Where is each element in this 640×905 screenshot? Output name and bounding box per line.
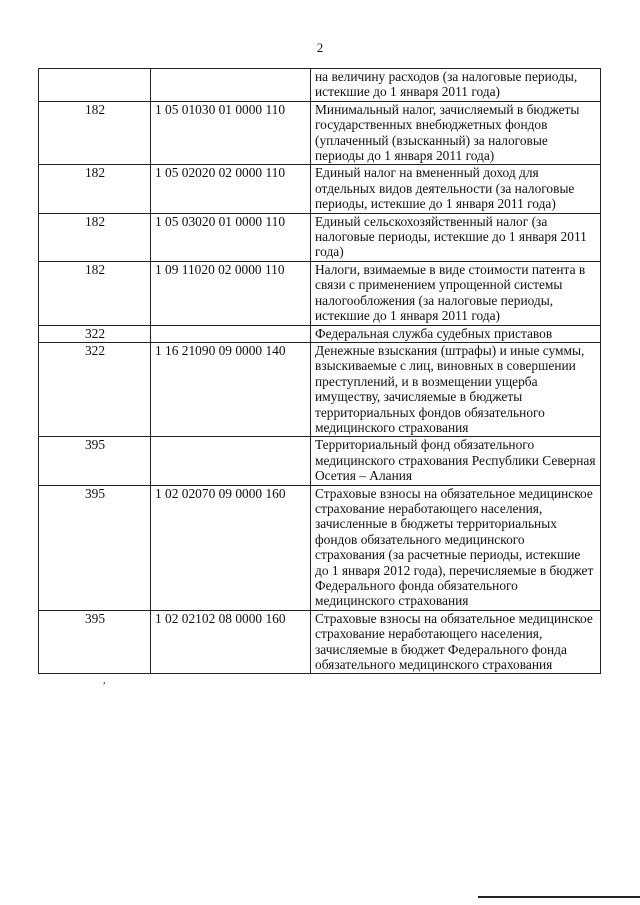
- admin-code-cell: 395: [39, 485, 151, 610]
- description-cell: Страховые взносы на обязательное медицинское страхование неработающего населения, зачисленные в бюджеты территориальных фондов обязательного медицинского страхования (за расчетные периоды, истекшие до 1 января 2012 года), перечисляемые в бюджет Федерального фонда обязательного медицинского страхования: [311, 485, 601, 610]
- table-row: [39, 325, 601, 342]
- description-cell: Единый сельскохозяйственный налог (за налоговые периоды, истекшие до 1 января 2011 года): [311, 213, 601, 261]
- admin-code-cell: 182: [39, 165, 151, 213]
- budget-code-cell: 1 09 11020 02 0000 110: [151, 261, 311, 325]
- table-row: [39, 610, 601, 674]
- page-number: 2: [316, 40, 324, 55]
- budget-code-cell: 1 05 02020 02 0000 110: [151, 165, 311, 213]
- description-cell: Федеральная служба судебных приставов: [311, 325, 601, 342]
- footer-rule: [478, 896, 640, 898]
- table-row: [39, 69, 601, 102]
- admin-code-cell: 395: [39, 610, 151, 674]
- budget-code-cell: 1 16 21090 09 0000 140: [151, 342, 311, 436]
- admin-code-cell: 322: [39, 325, 151, 342]
- budget-code-cell: 1 05 01030 01 0000 110: [151, 101, 311, 165]
- admin-code-cell: 395: [39, 437, 151, 485]
- description-cell: Денежные взыскания (штрафы) и иные суммы, взыскиваемые с лиц, виновных в совершении преступлений, и в возмещении ущерба имуществу, зачисляемые в бюджеты территориальных фондов обязательного медицинского страхования: [311, 342, 601, 436]
- scan-artifact-mark: ,: [103, 675, 106, 686]
- table-row: [39, 213, 601, 261]
- table-body: [39, 69, 601, 674]
- budget-code-cell: [151, 437, 311, 485]
- description-cell: Страховые взносы на обязательное медицинское страхование неработающего населения, зачисляемые в бюджет Федерального фонда обязательного медицинского страхования: [311, 610, 601, 674]
- budget-code-cell: [151, 69, 311, 102]
- description-cell: Минимальный налог, зачисляемый в бюджеты государственных внебюджетных фондов (уплаченный (взысканный) за налоговые периоды до 1 января 2011 года): [311, 101, 601, 165]
- admin-code-cell: 322: [39, 342, 151, 436]
- description-cell: Единый налог на вмененный доход для отдельных видов деятельности (за налоговые периоды, истекшие до 1 января 2011 года): [311, 165, 601, 213]
- budget-code-cell: 1 02 02102 08 0000 160: [151, 610, 311, 674]
- table-row: [39, 261, 601, 325]
- admin-code-cell: 182: [39, 101, 151, 165]
- table-row: [39, 165, 601, 213]
- budget-classification-table: [38, 68, 601, 674]
- admin-code-cell: 182: [39, 213, 151, 261]
- admin-code-cell: 182: [39, 261, 151, 325]
- table-row: [39, 485, 601, 610]
- description-cell: на величину расходов (за налоговые периоды, истекшие до 1 января 2011 года): [311, 69, 601, 102]
- table-row: [39, 437, 601, 485]
- budget-code-cell: 1 05 03020 01 0000 110: [151, 213, 311, 261]
- admin-code-cell: [39, 69, 151, 102]
- table-row: [39, 101, 601, 165]
- budget-code-cell: 1 02 02070 09 0000 160: [151, 485, 311, 610]
- description-cell: Налоги, взимаемые в виде стоимости патента в связи с применением упрощенной системы налогообложения (за налоговые периоды, истекшие до 1 января 2011 года): [311, 261, 601, 325]
- table-row: [39, 342, 601, 436]
- description-cell: Территориальный фонд обязательного медицинского страхования Республики Северная Осетия – Алания: [311, 437, 601, 485]
- budget-code-cell: [151, 325, 311, 342]
